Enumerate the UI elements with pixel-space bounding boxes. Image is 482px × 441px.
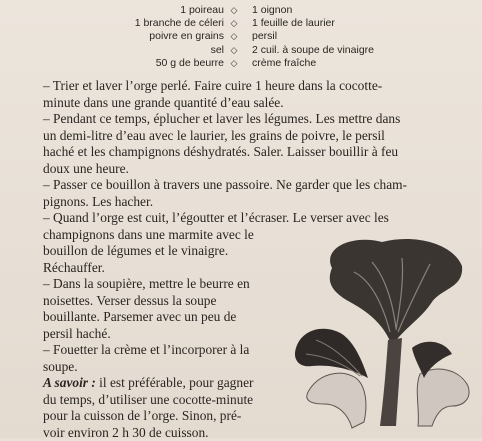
tip-line: pour la cuisson de l’orge. Sinon, pré- bbox=[43, 408, 407, 425]
ingredient-row bbox=[0, 44, 482, 57]
diamond-separator-icon: ◇ bbox=[229, 44, 239, 57]
ingredients-list bbox=[0, 4, 482, 70]
step-line: haché et les champignons déshydratés. Saler. Laisser bouillir à feu bbox=[43, 144, 407, 161]
ingredient-right: persil bbox=[252, 30, 277, 43]
tip-text: il est préférable, pour gagner bbox=[96, 375, 254, 390]
ingredient-row bbox=[0, 57, 482, 70]
ingredient-left: 1 branche de céleri bbox=[135, 17, 224, 30]
diamond-separator-icon: ◇ bbox=[229, 17, 239, 30]
step-line: – Passer ce bouillon à travers une passoire. Ne garder que les cham- bbox=[43, 177, 407, 194]
mushroom-light-left bbox=[307, 373, 366, 428]
step-line: – Pendant ce temps, éplucher et laver les légumes. Les mettre dans bbox=[43, 111, 407, 128]
diamond-separator-icon: ◇ bbox=[229, 57, 239, 70]
tip-line: voir environ 2 h 30 de cuisson. bbox=[43, 425, 407, 441]
step-line: minute dans une grande quantité d’eau salée. bbox=[43, 95, 407, 112]
step-line: noisettes. Verser dessus la soupe bbox=[43, 293, 407, 310]
ingredient-row bbox=[0, 30, 482, 43]
mushroom-stem bbox=[380, 338, 402, 426]
step-line: – Fouetter la crème et l’incorporer à la bbox=[43, 342, 407, 359]
ingredient-left: sel bbox=[211, 44, 224, 57]
step-line: soupe. bbox=[43, 359, 407, 376]
chanterelle-mushroom-illustration bbox=[292, 228, 474, 436]
ingredient-left: 50 g de beurre bbox=[156, 57, 224, 70]
ingredient-right: 1 oignon bbox=[252, 4, 292, 17]
tip-label: A savoir : bbox=[43, 375, 96, 390]
ingredient-left: 1 poireau bbox=[180, 4, 224, 17]
ingredient-row bbox=[0, 4, 482, 17]
diamond-separator-icon: ◇ bbox=[229, 4, 239, 17]
step-line: doux une heure. bbox=[43, 161, 407, 178]
step-line: persil haché. bbox=[43, 326, 407, 343]
ingredient-right: crème fraîche bbox=[252, 57, 316, 70]
tip-line: du temps, d’utiliser une cocotte-minute bbox=[43, 392, 407, 409]
ingredient-right: 2 cuil. à soupe de vinaigre bbox=[252, 44, 374, 57]
ingredient-left: poivre en grains bbox=[149, 30, 224, 43]
step-line: – Quand l’orge est cuit, l’égoutter et l’écraser. Le verser avec les bbox=[43, 210, 407, 227]
step-line: bouillante. Parsemer avec un peu de bbox=[43, 309, 407, 326]
step-line: un demi-litre d’eau avec le laurier, les grains de poivre, le persil bbox=[43, 128, 407, 145]
step-line: – Trier et laver l’orge perlé. Faire cuire 1 heure dans la cocotte- bbox=[43, 78, 407, 95]
step-line: Réchauffer. bbox=[43, 260, 407, 277]
ingredient-right: 1 feuille de laurier bbox=[252, 17, 335, 30]
diamond-separator-icon: ◇ bbox=[229, 30, 239, 43]
step-line: bouillon de légumes et le vinaigre. bbox=[43, 243, 407, 260]
mushroom-light-right bbox=[417, 369, 469, 426]
ingredient-row bbox=[0, 17, 482, 30]
step-line: pignons. Les hacher. bbox=[43, 194, 407, 211]
step-line: champignons dans une marmite avec le bbox=[43, 227, 407, 244]
step-line: – Dans la soupière, mettre le beurre en bbox=[43, 276, 407, 293]
